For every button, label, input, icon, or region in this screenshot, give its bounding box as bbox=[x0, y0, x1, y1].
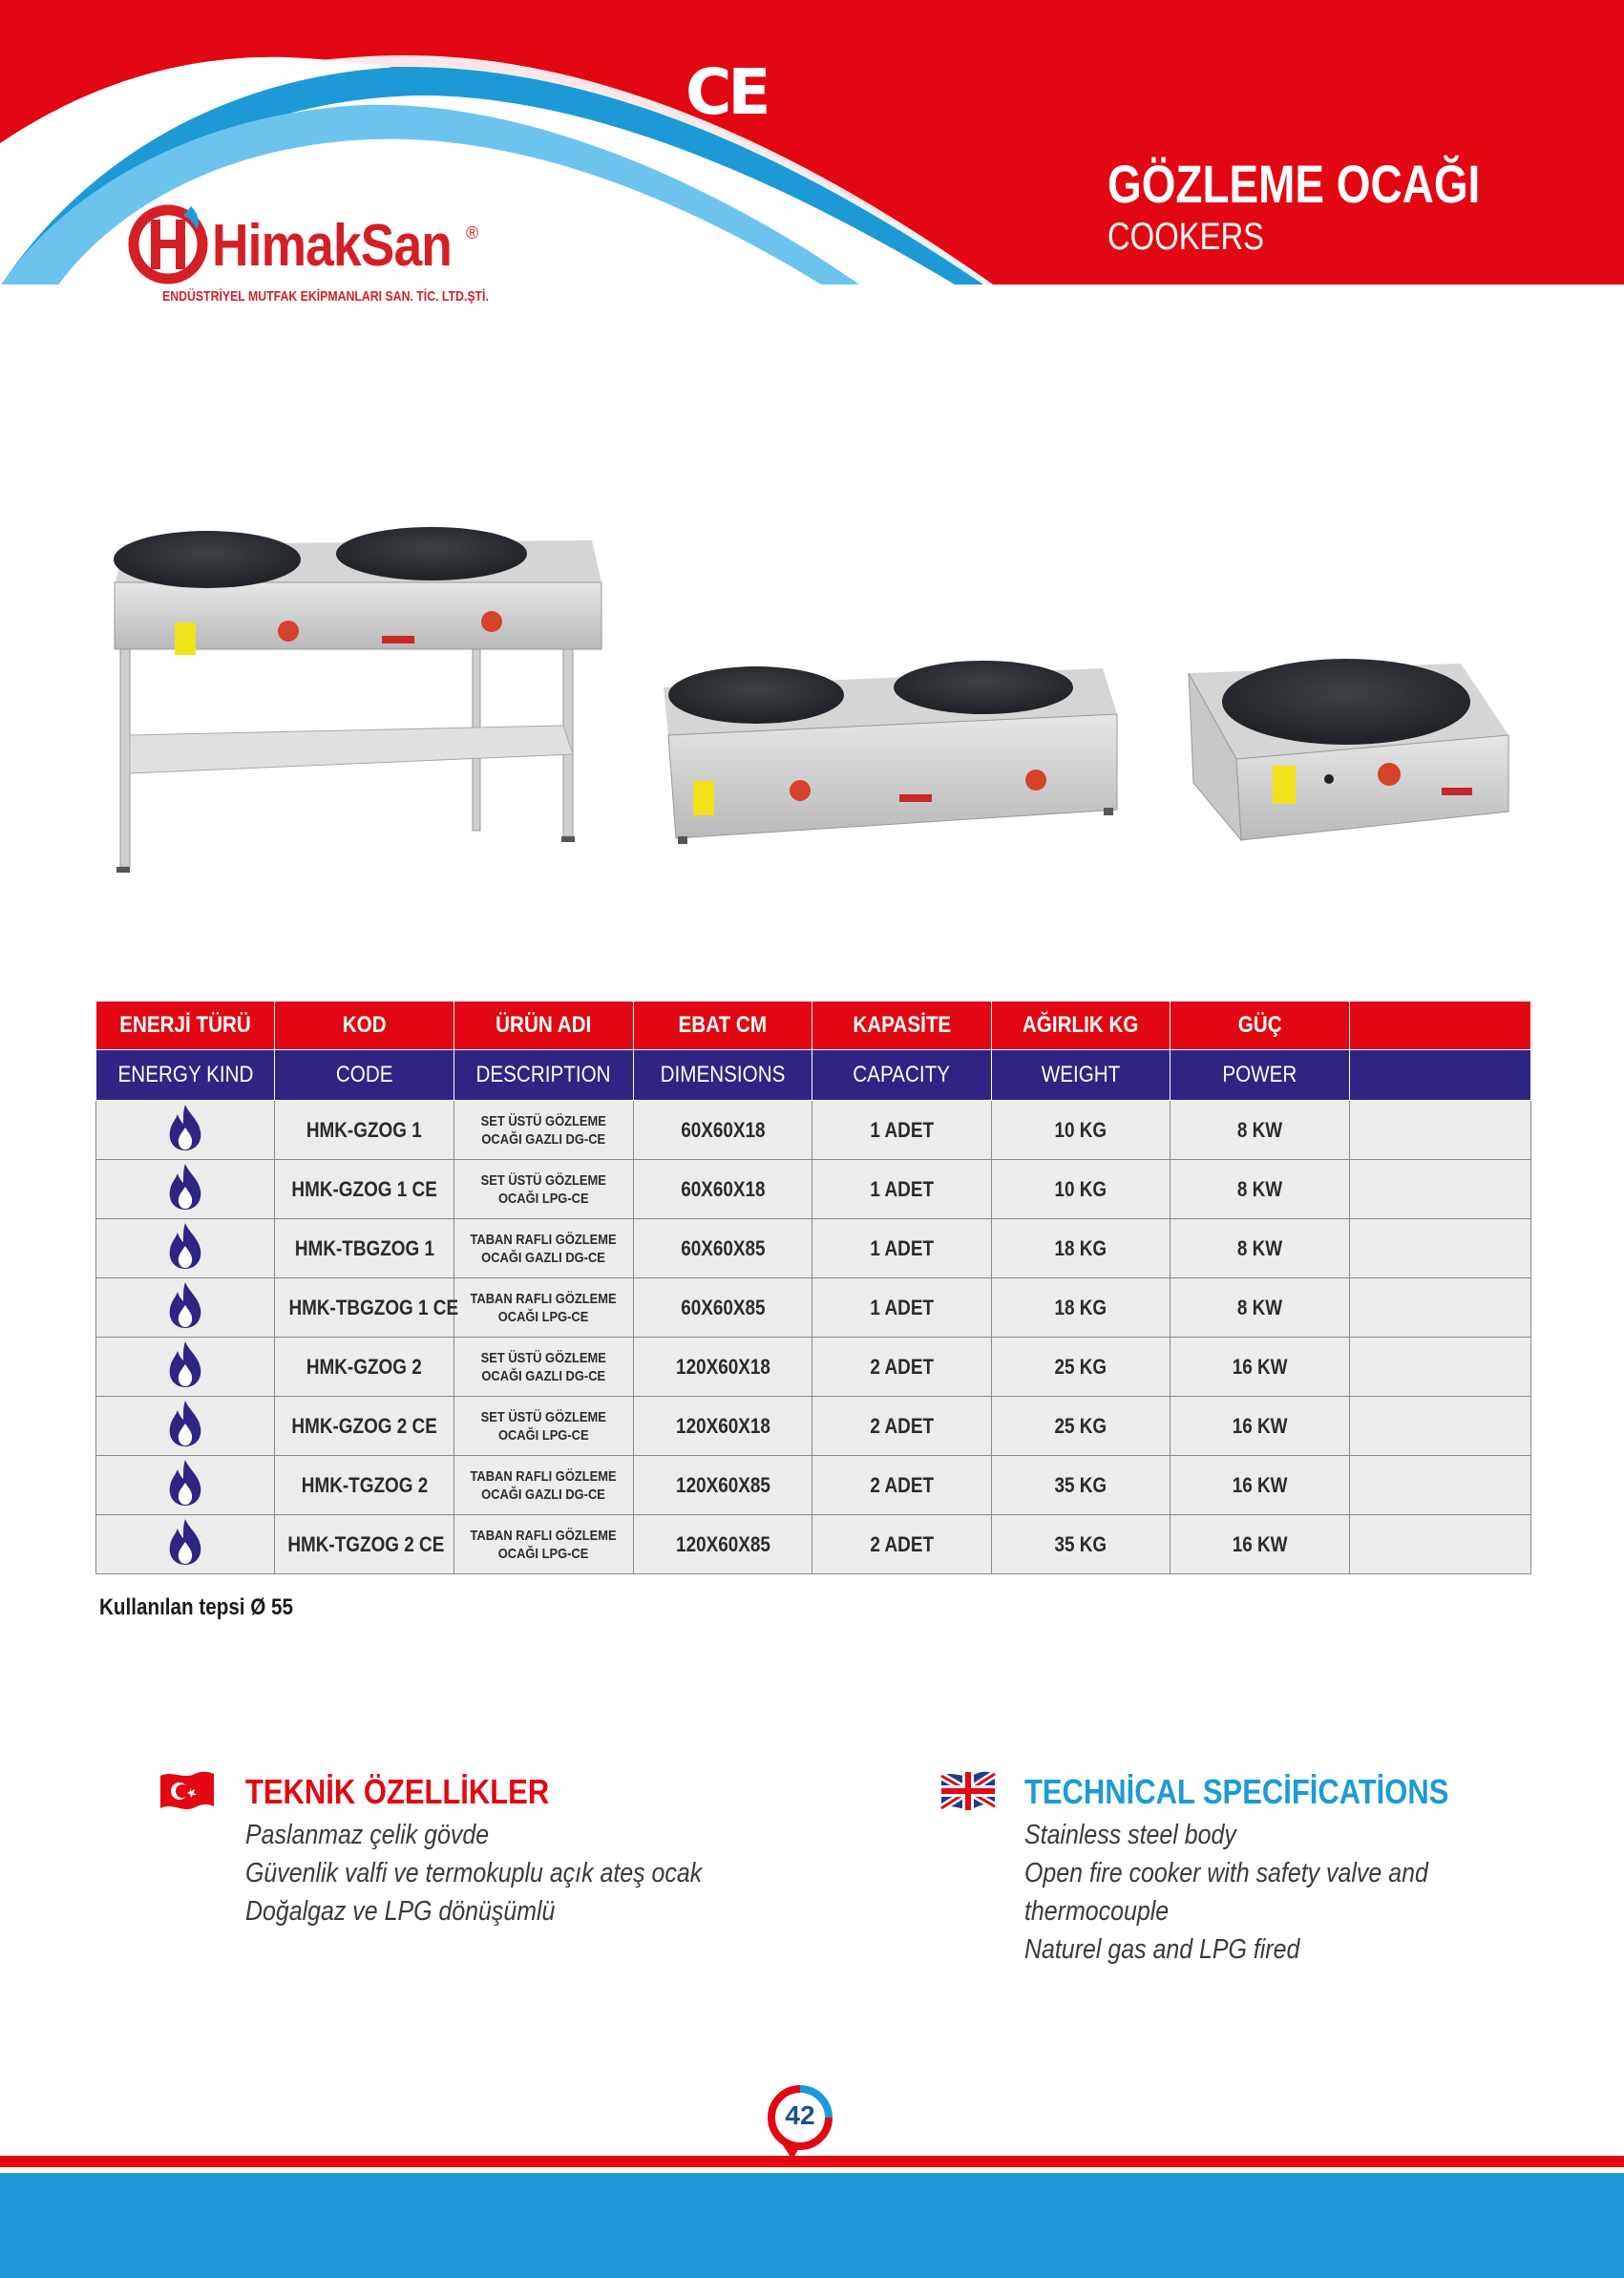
spec-item: thermocouple bbox=[1024, 1896, 1170, 1927]
table-row bbox=[96, 1338, 1531, 1397]
spec-item: Paslanmaz çelik gövde bbox=[245, 1820, 490, 1850]
power-cell: 16 KW bbox=[1171, 1397, 1350, 1456]
code-cell: HMK-TGZOG 2 CE bbox=[275, 1515, 454, 1574]
table-row bbox=[96, 1278, 1531, 1338]
specs-list-tr bbox=[245, 1816, 702, 1930]
dimensions-cell: 60X60X18 bbox=[634, 1160, 812, 1219]
description-cell: SET ÜSTÜ GÖZLEME OCAĞI LPG-CE bbox=[454, 1397, 634, 1456]
single-countertop-cooker bbox=[1189, 659, 1508, 840]
table-row bbox=[96, 1160, 1531, 1219]
table-row bbox=[96, 1397, 1531, 1456]
code-cell: HMK-TBGZOG 1 bbox=[275, 1219, 454, 1278]
weight-cell: 18 KG bbox=[992, 1278, 1171, 1338]
dimensions-cell: 60X60X18 bbox=[634, 1101, 812, 1160]
spec-item: Open fire cooker with safety valve and bbox=[1024, 1858, 1428, 1888]
gas-flame-icon bbox=[166, 1133, 204, 1157]
spec-item: Doğalgaz ve LPG dönüşümlü bbox=[245, 1896, 556, 1927]
description-cell: TABAN RAFLI GÖZLEME OCAĞI GAZLI DG-CE bbox=[454, 1456, 634, 1515]
capacity-cell: 1 ADET bbox=[812, 1101, 992, 1160]
spec-item: Stainless steel body bbox=[1024, 1820, 1236, 1850]
specs-title-en: TECHNİCAL SPECİFİCATİONS bbox=[1024, 1772, 1449, 1811]
capacity-cell: 1 ADET bbox=[812, 1278, 992, 1338]
extra-cell bbox=[1350, 1278, 1531, 1338]
double-countertop-cooker bbox=[664, 661, 1117, 844]
weight-cell: 35 KG bbox=[992, 1456, 1171, 1515]
weight-cell: 25 KG bbox=[992, 1397, 1171, 1456]
product-spec-table bbox=[95, 1001, 1531, 1574]
extra-cell bbox=[1350, 1338, 1531, 1397]
weight-cell: 10 KG bbox=[992, 1101, 1171, 1160]
description-cell: TABAN RAFLI GÖZLEME OCAĞI LPG-CE bbox=[454, 1278, 634, 1338]
gas-flame-icon bbox=[166, 1429, 204, 1453]
code-cell: HMK-GZOG 1 CE bbox=[275, 1160, 454, 1219]
tray-note: Kullanılan tepsi Ø 55 bbox=[99, 1594, 294, 1620]
power-cell: 8 KW bbox=[1171, 1278, 1350, 1338]
turkey-flag-icon bbox=[158, 1770, 216, 1812]
weight-cell: 25 KG bbox=[992, 1338, 1171, 1397]
table-row bbox=[96, 1515, 1531, 1574]
uk-flag-icon bbox=[939, 1770, 997, 1812]
ce-mark: CE bbox=[685, 55, 768, 129]
energy-cell bbox=[96, 1456, 275, 1515]
dimensions-cell: 60X60X85 bbox=[634, 1278, 812, 1338]
dimensions-cell: 120X60X85 bbox=[634, 1456, 812, 1515]
code-cell: HMK-GZOG 2 CE bbox=[275, 1397, 454, 1456]
gas-flame-icon bbox=[166, 1548, 204, 1571]
extra-cell bbox=[1350, 1515, 1531, 1574]
weight-cell: 10 KG bbox=[992, 1160, 1171, 1219]
col-header-power: GÜÇ bbox=[1171, 1002, 1350, 1050]
gas-flame-icon bbox=[166, 1192, 204, 1216]
power-cell: 8 KW bbox=[1171, 1101, 1350, 1160]
power-cell: 8 KW bbox=[1171, 1160, 1350, 1219]
energy-cell bbox=[96, 1338, 275, 1397]
page-title: GÖZLEME OCAĞI bbox=[1107, 154, 1481, 214]
description-cell: SET ÜSTÜ GÖZLEME OCAĞI GAZLI DG-CE bbox=[454, 1101, 634, 1160]
power-cell: 16 KW bbox=[1171, 1338, 1350, 1397]
capacity-cell: 2 ADET bbox=[812, 1515, 992, 1574]
col-header-energy-en: ENERGY KIND bbox=[96, 1050, 275, 1101]
col-header-code-en: CODE bbox=[275, 1050, 454, 1101]
col-header-capacity: KAPASİTE bbox=[812, 1002, 992, 1050]
spec-item: Güvenlik valfi ve termokuplu açık ateş ocak bbox=[245, 1858, 703, 1888]
weight-cell: 35 KG bbox=[992, 1515, 1171, 1574]
dimensions-cell: 120X60X85 bbox=[634, 1515, 812, 1574]
gas-flame-icon bbox=[166, 1252, 204, 1276]
table-row bbox=[96, 1101, 1531, 1160]
power-cell: 16 KW bbox=[1171, 1456, 1350, 1515]
table-header-en bbox=[96, 1050, 1531, 1101]
extra-cell bbox=[1350, 1397, 1531, 1456]
dimensions-cell: 120X60X18 bbox=[634, 1338, 812, 1397]
page-number: 42 bbox=[785, 2100, 815, 2130]
dimensions-cell: 60X60X85 bbox=[634, 1219, 812, 1278]
weight-cell: 18 KG bbox=[992, 1219, 1171, 1278]
energy-cell bbox=[96, 1397, 275, 1456]
col-header-extra bbox=[1350, 1002, 1531, 1050]
col-header-capacity-en: CAPACITY bbox=[812, 1050, 992, 1101]
power-cell: 8 KW bbox=[1171, 1219, 1350, 1278]
table-row bbox=[96, 1456, 1531, 1515]
specs-title-tr: TEKNİK ÖZELLİKLER bbox=[245, 1772, 550, 1811]
description-cell: SET ÜSTÜ GÖZLEME OCAĞI GAZLI DG-CE bbox=[454, 1338, 634, 1397]
spec-item: Naturel gas and LPG fired bbox=[1024, 1934, 1300, 1965]
extra-cell bbox=[1350, 1456, 1531, 1515]
energy-cell bbox=[96, 1219, 275, 1278]
extra-cell bbox=[1350, 1160, 1531, 1219]
capacity-cell: 2 ADET bbox=[812, 1456, 992, 1515]
description-cell: TABAN RAFLI GÖZLEME OCAĞI GAZLI DG-CE bbox=[454, 1219, 634, 1278]
himaksan-logo-icon bbox=[124, 200, 215, 291]
col-header-desc-en: DESCRIPTION bbox=[454, 1050, 634, 1101]
table-header-tr bbox=[96, 1002, 1531, 1050]
brand-name: HimakSan bbox=[212, 213, 452, 279]
code-cell: HMK-TBGZOG 1 CE bbox=[275, 1278, 454, 1338]
power-cell: 16 KW bbox=[1171, 1515, 1350, 1574]
gas-flame-icon bbox=[166, 1488, 204, 1512]
brand-subtitle: ENDÜSTRİYEL MUTFAK EKİPMANLARI SAN. TİC. LTD.ŞTİ. bbox=[162, 288, 489, 305]
code-cell: HMK-GZOG 1 bbox=[275, 1101, 454, 1160]
capacity-cell: 2 ADET bbox=[812, 1397, 992, 1456]
col-header-energy: ENERJİ TÜRÜ bbox=[96, 1002, 275, 1050]
description-cell: SET ÜSTÜ GÖZLEME OCAĞI LPG-CE bbox=[454, 1160, 634, 1219]
extra-cell bbox=[1350, 1101, 1531, 1160]
specs-list-en bbox=[1024, 1816, 1428, 1969]
energy-cell bbox=[96, 1160, 275, 1219]
registered-mark: ® bbox=[466, 223, 479, 243]
energy-cell bbox=[96, 1278, 275, 1338]
code-cell: HMK-GZOG 2 bbox=[275, 1338, 454, 1397]
col-header-extra-en bbox=[1350, 1050, 1531, 1101]
capacity-cell: 1 ADET bbox=[812, 1160, 992, 1219]
energy-cell bbox=[96, 1515, 275, 1574]
gas-flame-icon bbox=[166, 1311, 204, 1335]
code-cell: HMK-TGZOG 2 bbox=[275, 1456, 454, 1515]
table-row bbox=[96, 1219, 1531, 1278]
capacity-cell: 1 ADET bbox=[812, 1219, 992, 1278]
dimensions-cell: 120X60X18 bbox=[634, 1397, 812, 1456]
product-photos bbox=[105, 516, 1518, 897]
description-cell: TABAN RAFLI GÖZLEME OCAĞI LPG-CE bbox=[454, 1515, 634, 1574]
col-header-code: KOD bbox=[275, 1002, 454, 1050]
col-header-size: EBAT CM bbox=[634, 1002, 812, 1050]
col-header-weight-en: WEIGHT bbox=[992, 1050, 1171, 1101]
double-cooker-with-stand bbox=[114, 527, 601, 873]
col-header-dim-en: DIMENSIONS bbox=[634, 1050, 812, 1101]
col-header-name: ÜRÜN ADI bbox=[454, 1002, 634, 1050]
page-subtitle: COOKERS bbox=[1107, 216, 1265, 258]
extra-cell bbox=[1350, 1219, 1531, 1278]
col-header-power-en: POWER bbox=[1171, 1050, 1350, 1101]
col-header-weight: AĞIRLIK KG bbox=[992, 1002, 1171, 1050]
energy-cell bbox=[96, 1101, 275, 1160]
gas-flame-icon bbox=[166, 1370, 204, 1394]
capacity-cell: 2 ADET bbox=[812, 1338, 992, 1397]
